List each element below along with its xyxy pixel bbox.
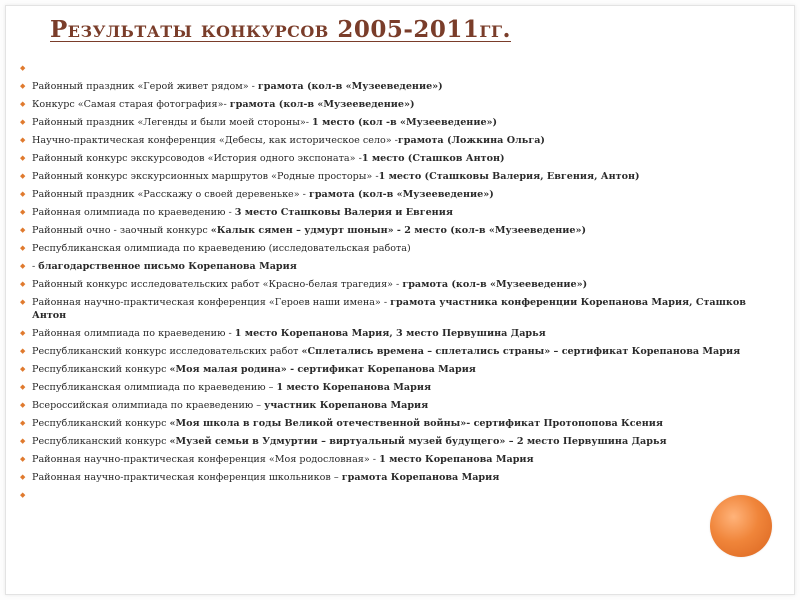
item-result: участник Корепанова Мария (264, 400, 429, 411)
bullet-icon: ◆ (20, 347, 26, 355)
list-item (20, 435, 768, 448)
item-description: Районный праздник «Герой живет рядом» - (32, 81, 258, 92)
item-description: Районный конкурс экскурсионных маршрутов «Родные просторы» - (32, 171, 379, 182)
list-item (20, 345, 768, 358)
bullet-icon: ◆ (20, 226, 26, 234)
list-item (20, 98, 768, 111)
list-item-text (32, 327, 768, 340)
item-description: Республиканский конкурс (32, 364, 170, 375)
list-item-text (32, 80, 768, 93)
bullet-icon: ◆ (20, 298, 26, 306)
list-item-text (32, 224, 768, 237)
list-item (20, 489, 768, 502)
bullet-icon: ◆ (20, 262, 26, 270)
bullet-icon: ◆ (20, 401, 26, 409)
item-description: Всероссийская олимпиада по краеведению – (32, 400, 265, 411)
item-result: 1 место Корепанова Мария (379, 454, 534, 465)
item-description: Районный праздник «Легенды и были моей стороны»- (32, 117, 313, 128)
list-item (20, 381, 768, 394)
list-item-text (32, 399, 768, 412)
list-item (20, 224, 768, 237)
item-description: Районная научно-практическая конференция «Героев наши имена» - (32, 297, 391, 308)
bullet-icon: ◆ (20, 172, 26, 180)
item-description: Конкурс «Самая старая фотография»- (32, 99, 230, 110)
item-description: Районная научно-практическая конференция «Моя родословная» - (32, 454, 380, 465)
list-item-text (32, 417, 768, 430)
list-item (20, 170, 768, 183)
bullet-icon: ◆ (20, 280, 26, 288)
bullet-icon: ◆ (20, 136, 26, 144)
item-result: грамота (кол-в «Музееведение») (402, 279, 588, 290)
bullet-icon: ◆ (20, 244, 26, 252)
bullet-icon: ◆ (20, 154, 26, 162)
list-item-text (32, 278, 768, 291)
list-item (20, 363, 768, 376)
list-item (20, 399, 768, 412)
list-item-text (32, 260, 768, 273)
list-item-text (32, 471, 768, 484)
item-result: 1 место (Сташков Антон) (361, 153, 505, 164)
item-description: - (32, 261, 39, 272)
list-item-text (32, 296, 768, 322)
list-item-text (32, 435, 768, 448)
list-item (20, 152, 768, 165)
bullet-icon: ◆ (20, 491, 26, 499)
bullet-icon: ◆ (20, 419, 26, 427)
item-description: Научно-практическая конференция «Дебесы, как историческое село» - (32, 135, 398, 146)
bullet-icon: ◆ (20, 365, 26, 373)
item-result: «Моя малая родина» - сертификат Корепанова Мария (169, 364, 476, 375)
list-item (20, 471, 768, 484)
list-item-text (32, 345, 768, 358)
item-result: грамота (кол-в «Музееведение») (308, 189, 494, 200)
item-description: Республиканская олимпиада по краеведению – (32, 382, 277, 393)
item-description: Республиканский конкурс исследовательских работ (32, 346, 302, 357)
list-item (20, 188, 768, 201)
bullet-icon: ◆ (20, 437, 26, 445)
item-result: «Моя школа в годы Великой отечественной войны»- сертификат Протопопова Ксения (169, 418, 663, 429)
item-result: грамота (Ложкина Ольга) (397, 135, 545, 146)
item-result: 1 место (кол -в «Музееведение») (312, 117, 498, 128)
bullet-icon: ◆ (20, 190, 26, 198)
item-result: 3 место Сташковы Валерия и Евгения (234, 207, 453, 218)
bullet-icon: ◆ (20, 473, 26, 481)
list-item (20, 327, 768, 340)
list-item-text (32, 116, 768, 129)
item-description: Районная научно-практическая конференция школьников – (32, 472, 342, 483)
item-description: Республиканский конкурс (32, 418, 170, 429)
list-item-text (32, 242, 768, 255)
item-result: грамота Корепанова Мария (341, 472, 500, 483)
list-item (20, 453, 768, 466)
list-item-text (32, 363, 768, 376)
item-result: 1 место (Сташковы Валерия, Евгения, Антон) (378, 171, 640, 182)
bullet-icon: ◆ (20, 82, 26, 90)
bullet-icon: ◆ (20, 383, 26, 391)
list-item-text (32, 134, 768, 147)
list-item (20, 417, 768, 430)
item-result: грамота (кол-в «Музееведение») (257, 81, 443, 92)
results-list (20, 62, 768, 507)
item-description: Районная олимпиада по краеведению - (32, 207, 235, 218)
list-item-text (32, 206, 768, 219)
list-item (20, 296, 768, 322)
list-item (20, 278, 768, 291)
list-item (20, 242, 768, 255)
item-description: Районный конкурс экскурсоводов «История одного экспоната» - (32, 153, 362, 164)
item-result: грамота участника конференции Корепанова Мария, Сташков Антон (32, 297, 746, 321)
list-item-text (32, 152, 768, 165)
list-item (20, 116, 768, 129)
list-item (20, 62, 768, 75)
list-item (20, 80, 768, 93)
list-item-text (32, 98, 768, 111)
item-description: Районный очно - заочный конкурс (32, 225, 211, 236)
item-description: Районная олимпиада по краеведению - (32, 328, 235, 339)
item-result: «Калык сямен – удмурт шонын» - 2 место (кол-в «Музееведение») (210, 225, 586, 236)
item-result: благодарственное письмо Корепанова Мария (38, 261, 297, 272)
bullet-icon: ◆ (20, 100, 26, 108)
item-result: «Музей семьи в Удмуртии – виртуальный музей будущего» – 2 место Первушина Дарья (169, 436, 667, 447)
list-item (20, 260, 768, 273)
bullet-icon: ◆ (20, 329, 26, 337)
item-description: Районный праздник «Расскажу о своей деревеньке» - (32, 189, 309, 200)
list-item-text (32, 381, 768, 394)
item-result: 1 место Корепанова Мария, 3 место Первушина Дарья (234, 328, 546, 339)
item-description: Республиканский конкурс (32, 436, 170, 447)
item-description: Районный конкурс исследовательских работ «Красно-белая трагедия» - (32, 279, 403, 290)
bullet-icon: ◆ (20, 455, 26, 463)
item-description: Республиканская олимпиада по краеведению (исследовательская работа) (32, 243, 411, 254)
list-item (20, 134, 768, 147)
list-item-text (32, 170, 768, 183)
list-item-text (32, 188, 768, 201)
bullet-icon: ◆ (20, 64, 26, 72)
item-result: 1 место Корепанова Мария (276, 382, 432, 393)
list-item-text (32, 453, 768, 466)
item-result: «Сплетались времена – сплетались страны» – сертификат Корепанова Мария (301, 346, 741, 357)
list-item (20, 206, 768, 219)
slide-title: Результаты конкурсов 2005-2011гг. (50, 16, 511, 43)
item-result: грамота (кол-в «Музееведение») (229, 99, 415, 110)
bullet-icon: ◆ (20, 208, 26, 216)
bullet-icon: ◆ (20, 118, 26, 126)
orange-circle-decoration (710, 495, 772, 557)
